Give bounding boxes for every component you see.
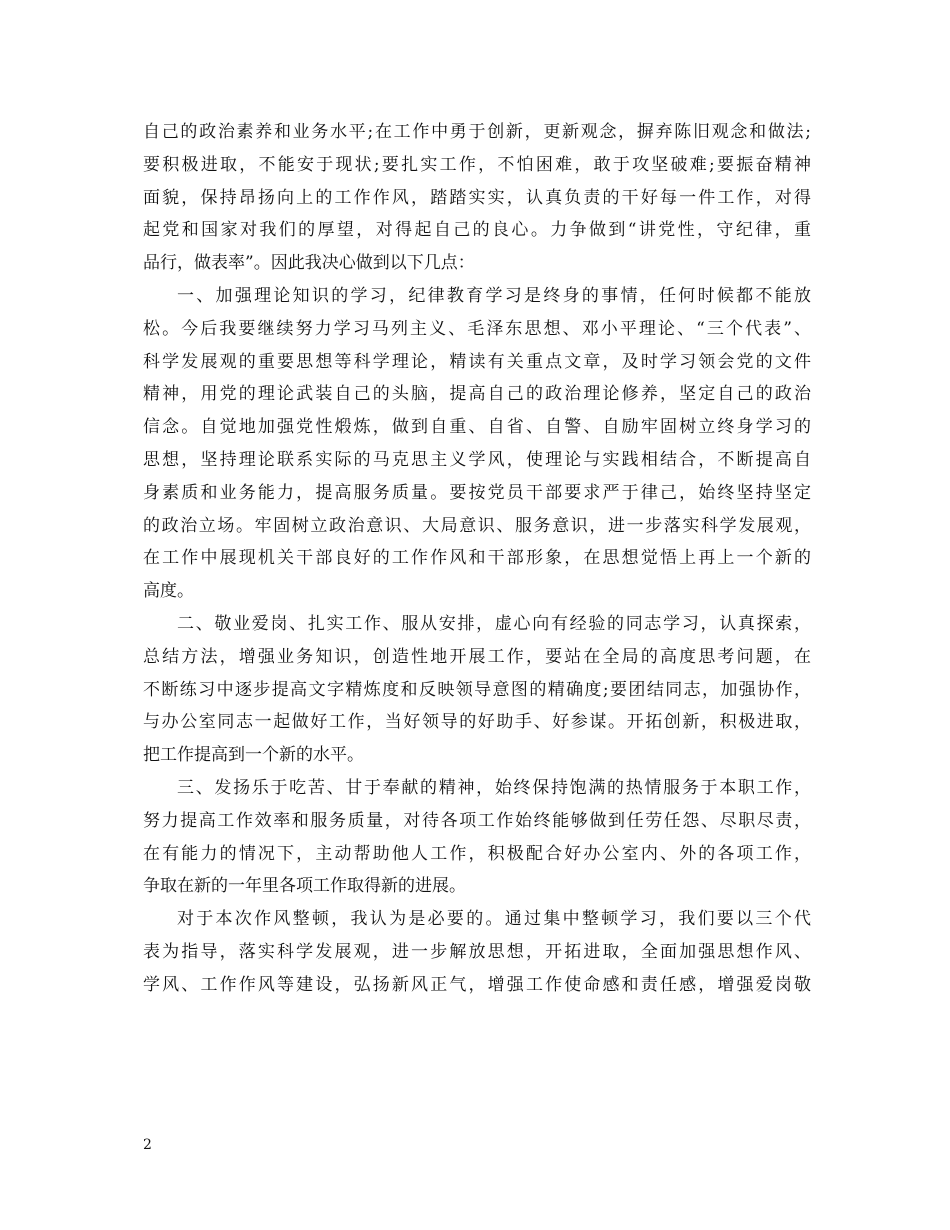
text-line: 与办公室同志一起做好工作，当好领导的好助手、好参谋。开拓创新，积极进取， bbox=[143, 712, 811, 733]
text-line: 要积极进取，不能安于现状;要扎实工作，不怕困难，敢于攻坚破难;要振奋精神 bbox=[143, 154, 811, 175]
text-line: 的政治立场。牢固树立政治意识、大局意识、服务意识，进一步落实科学发展观， bbox=[143, 515, 811, 536]
text-line: 科学发展观的重要思想等科学理论，精读有关重点文章，及时学习领会党的文件 bbox=[143, 351, 811, 372]
text-line: 争取在新的一年里各项工作取得新的进展。 bbox=[143, 876, 466, 897]
text-line: 不断练习中逐步提高文字精炼度和反映领导意图的精确度;要团结同志，加强协作， bbox=[143, 679, 811, 700]
text-line: 信念。自觉地加强党性煅炼，做到自重、自省、自警、自励牢固树立终身学习的 bbox=[143, 417, 811, 438]
text-line: 学风、工作作风等建设，弘扬新风正气，增强工作使命感和责任感，增强爱岗敬 bbox=[143, 974, 811, 995]
text-line: 自己的政治素养和业务水平;在工作中勇于创新，更新观念，摒弃陈旧观念和做法; bbox=[143, 122, 811, 142]
text-line: 总结方法，增强业务知识，创造性地开展工作，要站在全局的高度思考问题，在 bbox=[143, 646, 811, 667]
page-number: 2 bbox=[143, 1137, 152, 1153]
text-line: 高度。 bbox=[143, 581, 194, 602]
text-line: 把工作提高到一个新的水平。 bbox=[143, 745, 364, 766]
text-line: 品行，做表率”。因此我决心做到以下几点： bbox=[143, 253, 475, 274]
text-line: 表为指导，落实科学发展观，进一步解放思想，开拓进取，全面加强思想作风、 bbox=[143, 941, 811, 962]
text-line: 在工作中展现机关干部良好的工作作风和干部形象，在思想觉悟上再上一个新的 bbox=[143, 548, 811, 569]
text-line: 起党和国家对我们的厚望，对得起自己的良心。力争做到“讲党性，守纪律，重 bbox=[143, 220, 811, 241]
body-text bbox=[143, 116, 811, 1002]
paragraph-2-start: 二、敬业爱岗、扎实工作、服从安排，虚心向有经验的同志学习，认真探索， bbox=[177, 613, 811, 634]
paragraph-3-start: 三、发扬乐于吃苦、甘于奉献的精神，始终保持饱满的热情服务于本职工作， bbox=[177, 777, 811, 798]
paragraph-4-start: 对于本次作风整顿，我认为是必要的。通过集中整顿学习，我们要以三个代 bbox=[177, 909, 811, 930]
text-line: 面貌，保持昂扬向上的工作作风，踏踏实实，认真负责的干好每一件工作，对得 bbox=[143, 187, 811, 208]
text-line: 努力提高工作效率和服务质量，对待各项工作始终能够做到任劳任怨、尽职尽责， bbox=[143, 810, 811, 831]
paragraph-1-start: 一、加强理论知识的学习，纪律教育学习是终身的事情，任何时候都不能放 bbox=[177, 285, 811, 306]
text-line: 身素质和业务能力，提高服务质量。要按党员干部要求严于律己，始终坚持坚定 bbox=[143, 482, 811, 503]
text-line: 在有能力的情况下，主动帮助他人工作，积极配合好办公室内、外的各项工作， bbox=[143, 843, 811, 864]
text-line: 精神，用党的理论武装自己的头脑，提高自己的政治理论修养，坚定自己的政治 bbox=[143, 384, 811, 405]
text-line: 松。今后我要继续努力学习马列主义、毛泽东思想、邓小平理论、“三个代表”、 bbox=[143, 318, 811, 339]
text-line: 思想，坚持理论联系实际的马克思主义学风，使理论与实践相结合，不断提高自 bbox=[143, 449, 811, 470]
